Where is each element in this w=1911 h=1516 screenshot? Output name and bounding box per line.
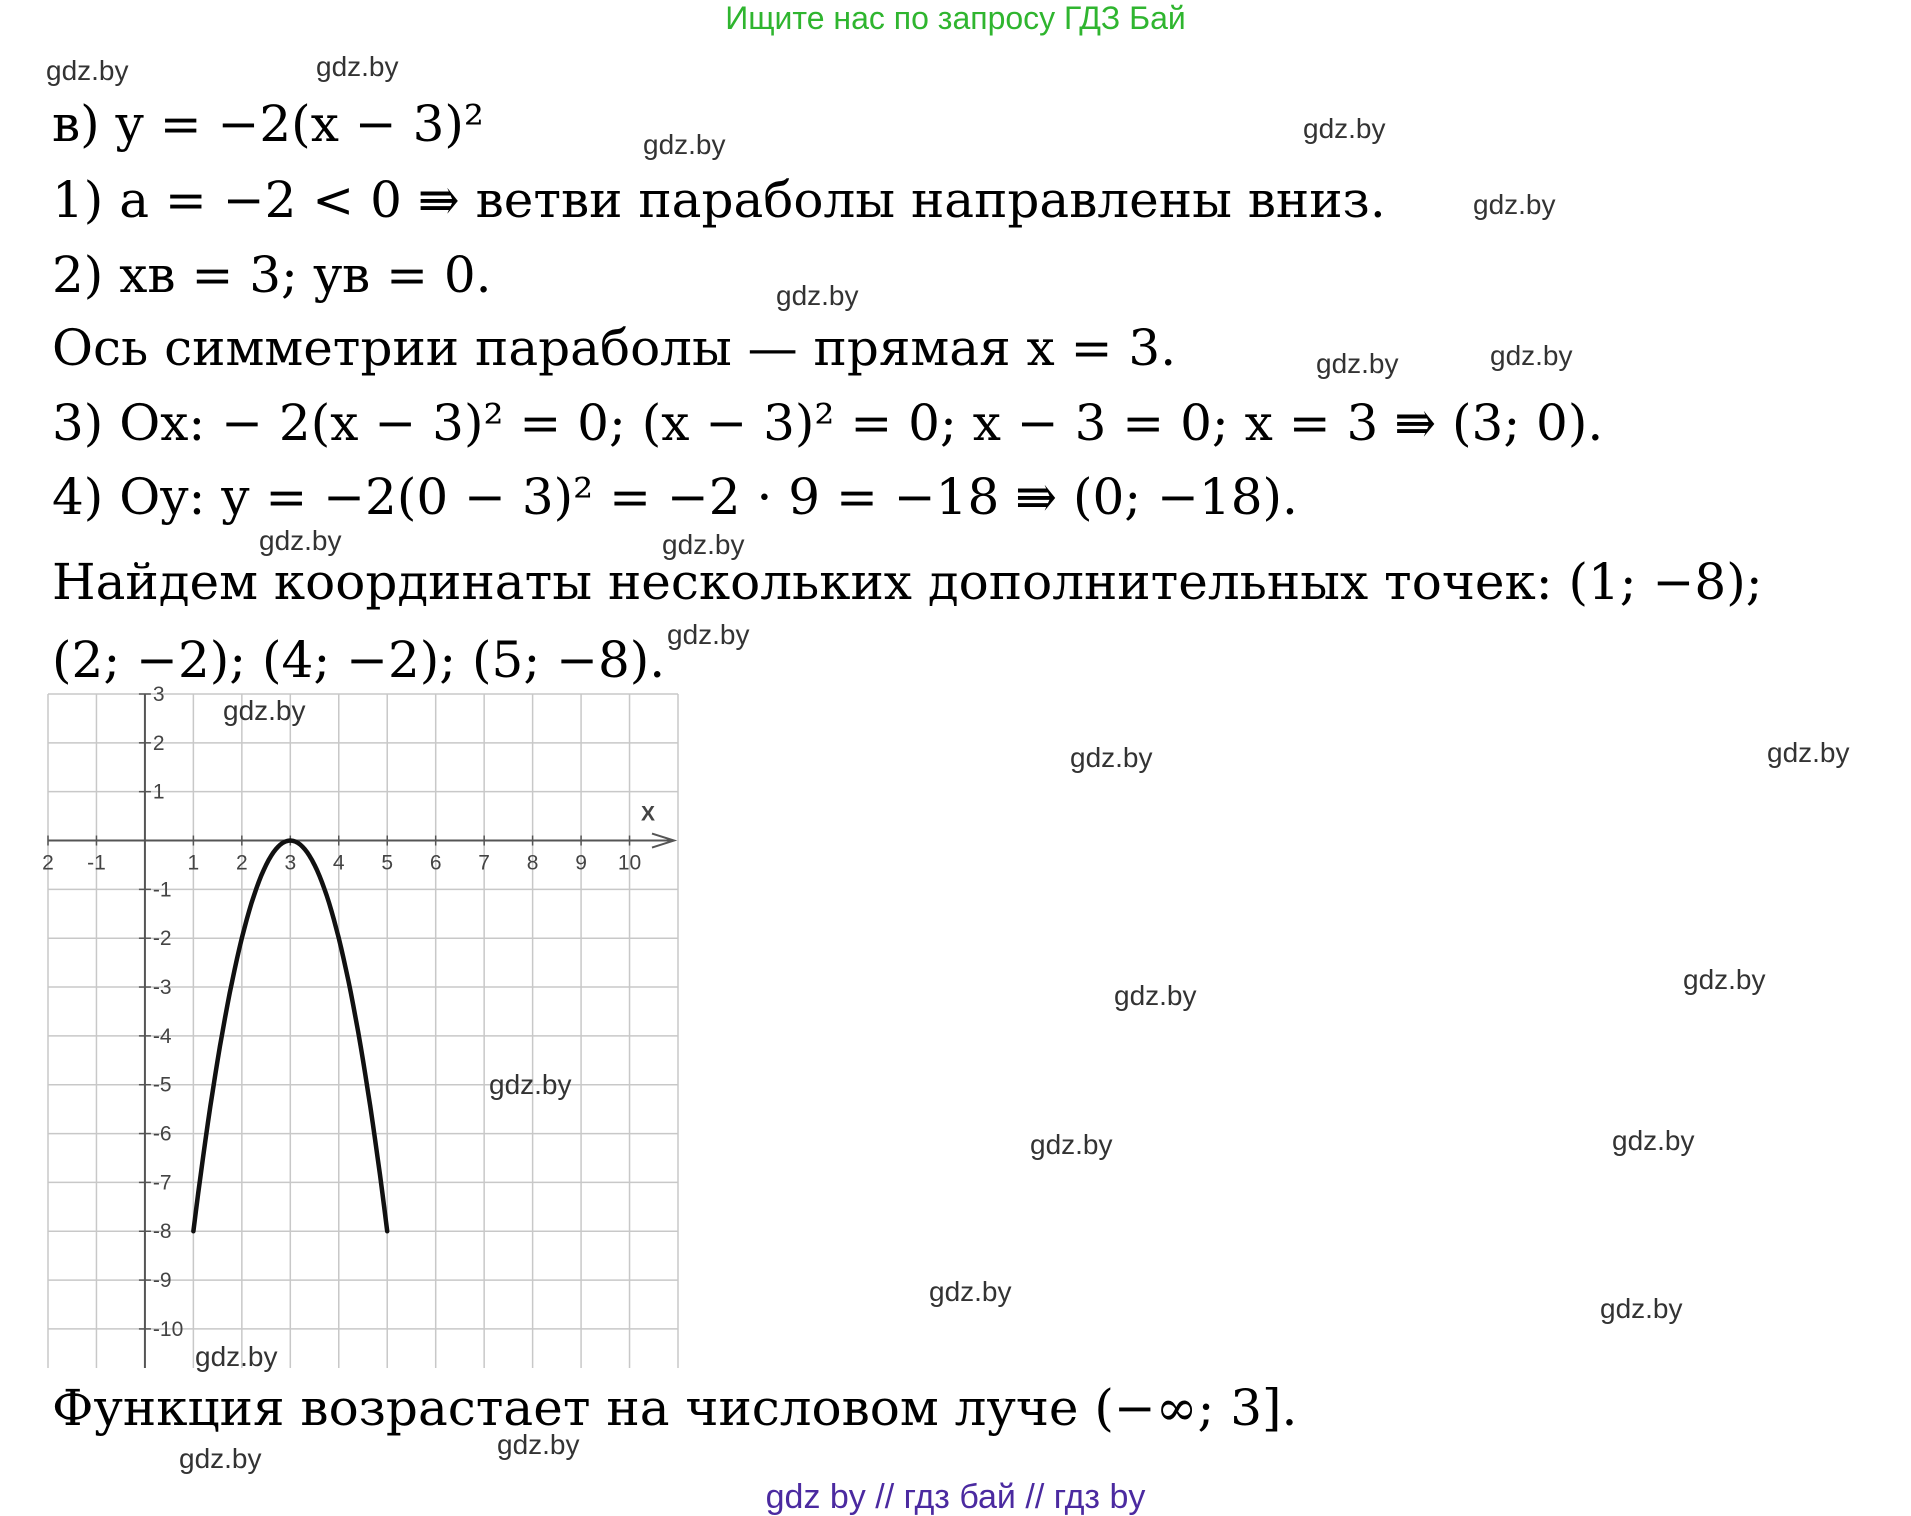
x-tick-label: 5 (381, 851, 394, 875)
data-point (337, 937, 340, 940)
watermark: gdz.by (1070, 742, 1153, 773)
x-tick-label: 2 (42, 851, 54, 875)
conclusion: Функция возрастает на числовом луче (−∞; 3]. (52, 1379, 1298, 1437)
y-tick-label: -4 (152, 1024, 172, 1048)
watermark: gdz.by (643, 129, 726, 160)
y-tick-label: -2 (152, 927, 172, 951)
extra-points-line-2: (2; −2); (4; −2); (5; −8). (52, 631, 666, 689)
x-tick-label: 7 (478, 851, 490, 875)
watermark: gdz.by (497, 1429, 580, 1460)
x-axis-label: X (640, 802, 656, 826)
watermark: gdz.by (1114, 980, 1197, 1011)
watermark: gdz.by (46, 55, 129, 86)
watermark: gdz.by (667, 619, 750, 650)
watermark: gdz.by (489, 1069, 572, 1100)
y-tick-label: -5 (152, 1073, 172, 1097)
watermark: gdz.by (1767, 737, 1850, 768)
watermark: gdz.by (1303, 113, 1386, 144)
watermark: gdz.by (929, 1276, 1012, 1307)
watermark: gdz.by (259, 525, 342, 556)
y-tick-label: -8 (152, 1220, 172, 1244)
step-2-vertex: 2) xв = 3; yв = 0. (52, 246, 492, 304)
footer-links[interactable]: gdz by // гдз бай // гдз by (765, 1478, 1146, 1516)
y-tick-label: 3 (152, 683, 165, 706)
x-tick-label: 10 (617, 851, 642, 875)
watermark: gdz.by (1030, 1129, 1113, 1160)
watermark: gdz.by (776, 280, 859, 311)
x-tick-label: 6 (429, 851, 442, 875)
watermark: gdz.by (316, 51, 399, 82)
x-tick-label: 4 (332, 851, 345, 875)
watermark: gdz.by (1683, 964, 1766, 995)
x-tick-label: 2 (236, 851, 248, 875)
x-tick-label: 9 (575, 851, 587, 875)
watermark: gdz.by (223, 695, 306, 726)
watermark: gdz.by (179, 1443, 262, 1474)
y-tick-label: -7 (152, 1171, 172, 1195)
data-point (192, 1230, 195, 1233)
step-4-oy-intersection: 4) Oy: y = −2(0 − 3)² = −2 · 9 = −18 ⇛ (0; −18). (52, 468, 1298, 526)
axis-of-symmetry: Ось симметрии параболы — прямая x = 3. (52, 319, 1177, 377)
watermark: gdz.by (195, 1341, 278, 1372)
watermark: gdz.by (1316, 348, 1399, 379)
watermark: gdz.by (1490, 340, 1573, 371)
y-tick-label: 1 (152, 780, 165, 804)
y-tick-label: -9 (152, 1269, 172, 1293)
data-point (216, 1059, 219, 1062)
data-point (313, 863, 316, 866)
y-tick-label: 2 (152, 731, 165, 755)
data-point (264, 863, 267, 866)
search-banner[interactable]: Ищите нас по запросу ГДЗ Бай (725, 0, 1186, 36)
x-tick-label: 3 (284, 851, 297, 875)
step-1: 1) a = −2 < 0 ⇛ ветви параболы направлены вниз. (52, 171, 1386, 229)
y-tick-label: -3 (152, 976, 172, 1000)
extra-points-line-1: Найдем координаты нескольких дополнительных точек: (1; −8); (52, 553, 1763, 611)
data-point (361, 1059, 364, 1062)
watermark: gdz.by (1600, 1293, 1683, 1324)
data-point (240, 937, 243, 940)
y-tick-label: -10 (152, 1317, 184, 1341)
data-point (386, 1230, 389, 1233)
y-tick-label: -6 (152, 1122, 172, 1146)
x-tick-label: 1 (187, 851, 200, 875)
x-tick-label: -1 (87, 851, 106, 875)
y-tick-label: -1 (152, 878, 172, 902)
x-tick-label: 8 (526, 851, 539, 875)
data-point (289, 839, 292, 842)
task-title: в) y = −2(x − 3)² (52, 95, 484, 153)
watermark: gdz.by (1473, 189, 1556, 220)
step-3-ox-intersection: 3) Ox: − 2(x − 3)² = 0; (x − 3)² = 0; x − 3 = 0; x = 3 ⇛ (3; 0). (52, 394, 1604, 452)
watermark: gdz.by (662, 529, 745, 560)
parabola-graph (42, 683, 678, 1368)
watermark: gdz.by (1612, 1125, 1695, 1156)
